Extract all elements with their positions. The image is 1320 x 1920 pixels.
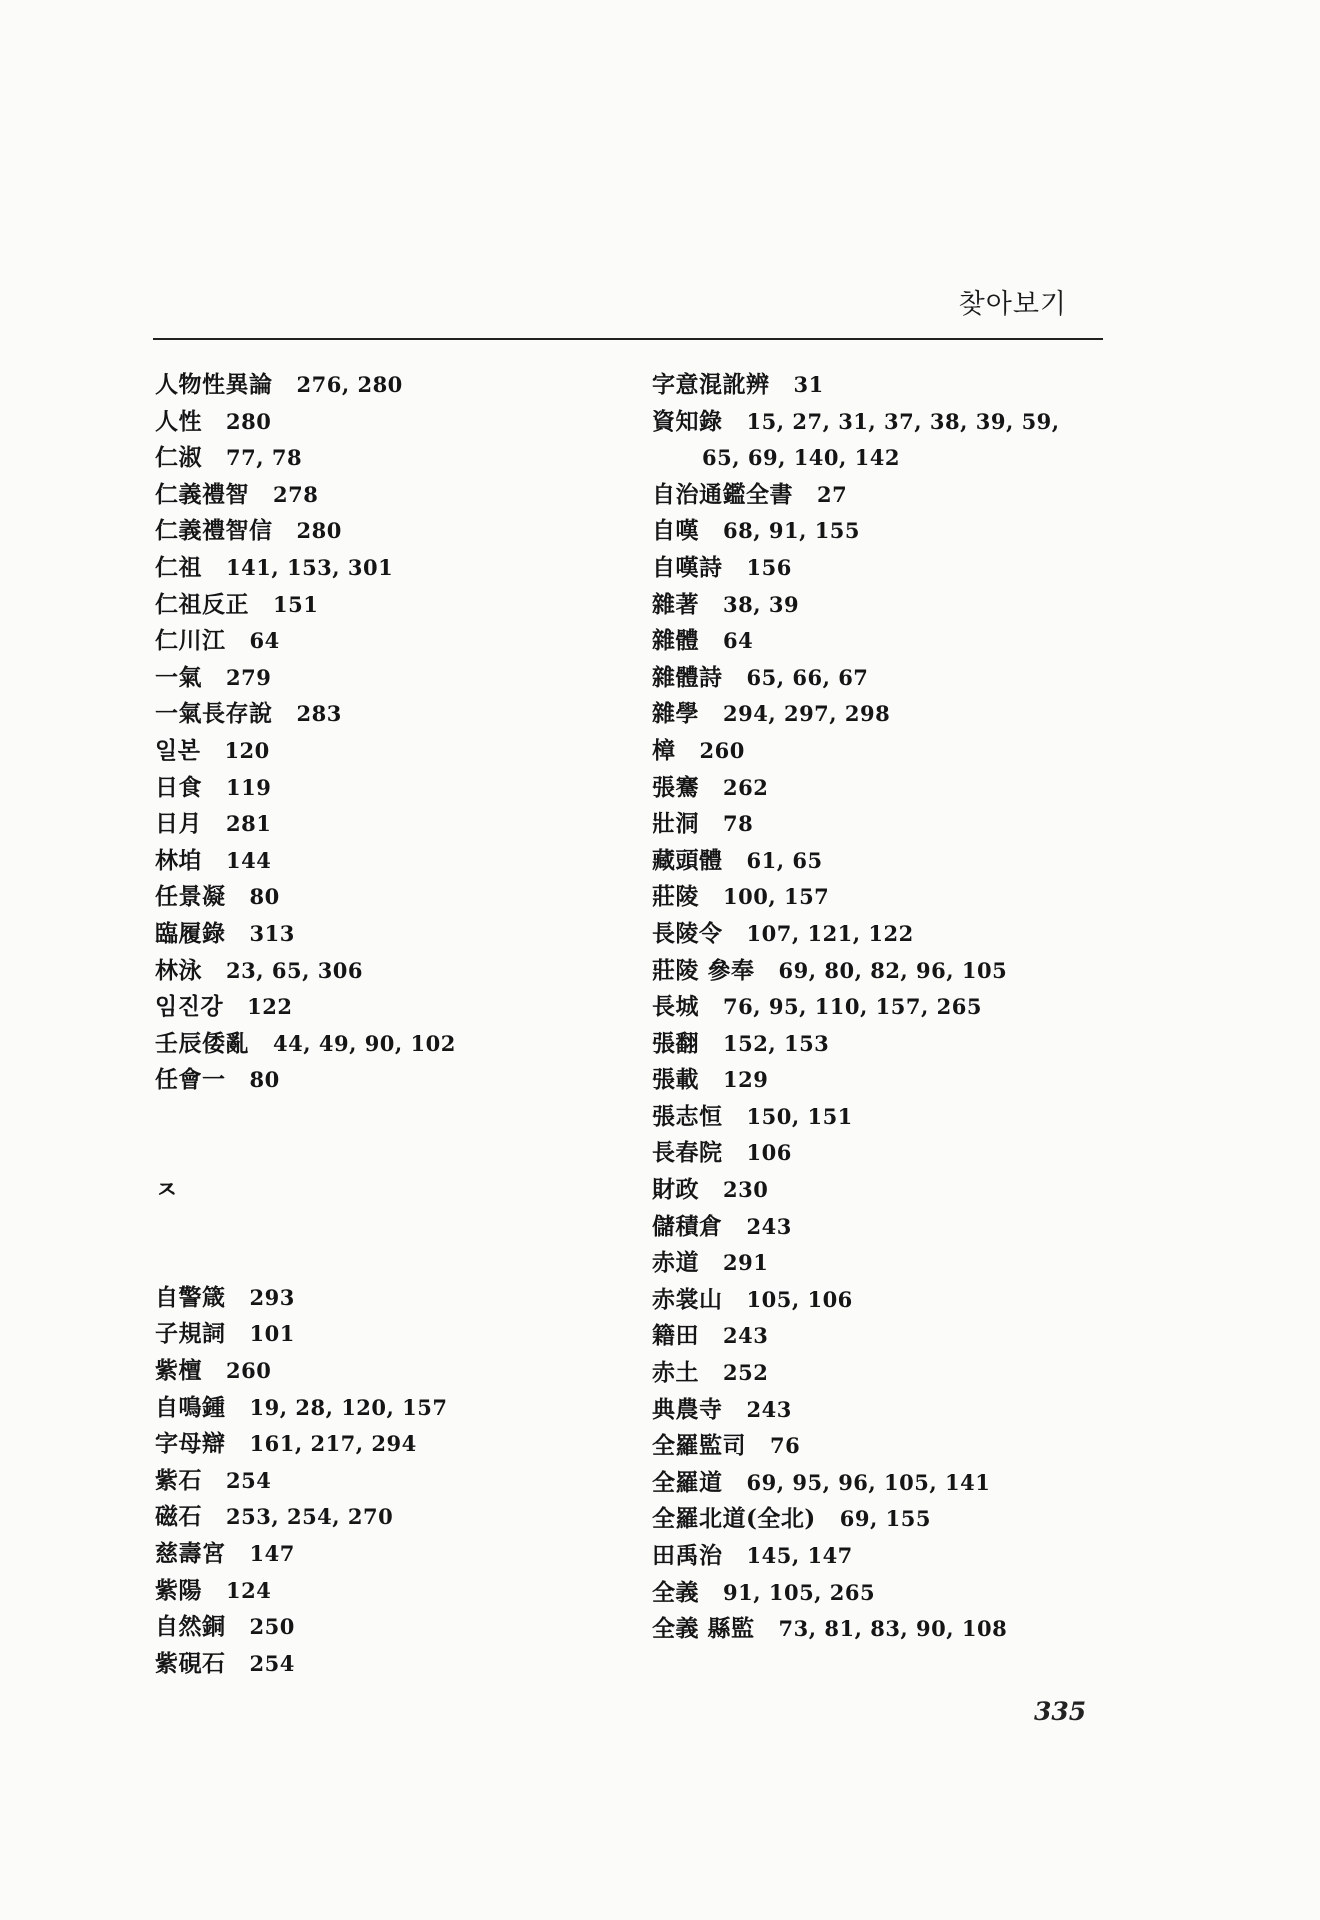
index-term: 赤裳山 bbox=[652, 1285, 723, 1313]
index-entry bbox=[652, 367, 1122, 404]
index-entry bbox=[155, 550, 615, 587]
index-entry bbox=[652, 806, 1122, 843]
index-pages: 152, 153 bbox=[723, 1030, 830, 1056]
index-pages: 254 bbox=[226, 1467, 272, 1493]
index-entry bbox=[652, 513, 1122, 550]
index-pages: 260 bbox=[226, 1358, 272, 1384]
index-pages: 65, 66, 67 bbox=[746, 664, 869, 690]
index-term: 自警箴 bbox=[155, 1283, 226, 1311]
index-term: 張志恒 bbox=[652, 1102, 723, 1130]
index-entry bbox=[155, 1646, 615, 1683]
index-pages: 23, 65, 306 bbox=[226, 957, 364, 983]
index-pages: 65, 69, 140, 142 bbox=[702, 445, 900, 471]
index-pages: 279 bbox=[226, 664, 272, 690]
index-pages: 147 bbox=[249, 1541, 295, 1567]
index-entry bbox=[652, 989, 1122, 1026]
index-pages: 260 bbox=[699, 737, 745, 763]
index-pages: 78 bbox=[723, 811, 754, 837]
index-pages: 68, 91, 155 bbox=[723, 518, 861, 544]
index-entry bbox=[652, 1611, 1122, 1648]
index-pages: 294, 297, 298 bbox=[723, 701, 891, 727]
index-term: 長城 bbox=[652, 993, 699, 1021]
index-term: 全義 bbox=[652, 1578, 699, 1606]
index-term: 全義 縣監 bbox=[652, 1615, 755, 1643]
index-term: 仁義禮智 bbox=[155, 480, 249, 508]
index-entry bbox=[155, 989, 615, 1026]
index-entry bbox=[652, 404, 1122, 441]
index-pages: 107, 121, 122 bbox=[746, 920, 914, 946]
index-term: 一氣 bbox=[155, 663, 202, 691]
index-pages: 144 bbox=[226, 847, 272, 873]
entry-list-top bbox=[155, 367, 615, 1099]
index-pages: 76 bbox=[770, 1433, 801, 1459]
index-entry bbox=[652, 916, 1122, 953]
index-pages: 141, 153, 301 bbox=[226, 554, 394, 580]
index-term: 雜體詩 bbox=[652, 663, 723, 691]
index-pages: 106 bbox=[746, 1140, 792, 1166]
index-term: 仁祖 bbox=[155, 553, 202, 581]
index-entry bbox=[155, 367, 615, 404]
index-pages: 61, 65 bbox=[746, 847, 823, 873]
index-entry bbox=[155, 879, 615, 916]
index-pages: 150, 151 bbox=[746, 1103, 853, 1129]
index-entry bbox=[155, 513, 615, 550]
index-pages: 145, 147 bbox=[746, 1543, 853, 1568]
index-entry bbox=[652, 1026, 1122, 1063]
index-pages: 105, 106 bbox=[746, 1286, 853, 1312]
index-term: 自治通鑑全書 bbox=[652, 480, 793, 508]
index-pages: 101 bbox=[249, 1321, 295, 1347]
index-entry bbox=[155, 843, 615, 880]
index-term: 張翻 bbox=[652, 1029, 699, 1057]
index-entry bbox=[652, 1209, 1122, 1246]
index-pages: 243 bbox=[723, 1323, 769, 1349]
index-term: 財政 bbox=[652, 1176, 699, 1204]
index-term: 典農寺 bbox=[652, 1395, 723, 1423]
index-column-right bbox=[652, 367, 1122, 1648]
page-header-title: 찾아보기 bbox=[958, 289, 1067, 320]
index-term: 藏頭體 bbox=[652, 846, 723, 874]
index-term: 林泳 bbox=[155, 956, 202, 984]
index-pages: 161, 217, 294 bbox=[249, 1431, 417, 1457]
index-entry bbox=[652, 440, 1122, 477]
index-term: 長春院 bbox=[652, 1139, 723, 1167]
index-pages: 280 bbox=[226, 408, 272, 434]
index-entry bbox=[155, 806, 615, 843]
page-number: 335 bbox=[1034, 1697, 1087, 1726]
index-term: 儲積倉 bbox=[652, 1212, 723, 1240]
index-entry bbox=[652, 1501, 1122, 1538]
index-entry bbox=[652, 1465, 1122, 1502]
index-term: 紫檀 bbox=[155, 1357, 202, 1385]
index-pages: 19, 28, 120, 157 bbox=[249, 1394, 448, 1420]
index-entry bbox=[155, 404, 615, 441]
index-term: 全羅北道(全北) bbox=[652, 1505, 816, 1533]
index-pages: 80 bbox=[249, 884, 280, 910]
index-entry bbox=[652, 1135, 1122, 1172]
index-term: 仁義禮智信 bbox=[155, 517, 273, 545]
index-term: 林垍 bbox=[155, 846, 202, 874]
index-pages: 44, 49, 90, 102 bbox=[273, 1030, 456, 1056]
index-pages: 38, 39 bbox=[723, 591, 800, 617]
index-pages: 280 bbox=[296, 518, 342, 544]
index-term: 長陵令 bbox=[652, 919, 723, 947]
index-entry bbox=[652, 1099, 1122, 1136]
index-term: 雜體 bbox=[652, 627, 699, 655]
index-pages: 151 bbox=[273, 591, 319, 617]
index-pages: 124 bbox=[226, 1577, 272, 1603]
index-pages: 27 bbox=[817, 481, 848, 507]
index-term: 임진강 bbox=[155, 993, 224, 1021]
index-entry bbox=[652, 770, 1122, 807]
index-term: 自鳴鍾 bbox=[155, 1393, 226, 1421]
index-entry bbox=[155, 733, 615, 770]
index-term: 莊陵 參奉 bbox=[652, 956, 755, 984]
index-pages: 262 bbox=[723, 774, 769, 800]
index-term: 慈壽宮 bbox=[155, 1540, 226, 1568]
index-pages: 283 bbox=[296, 701, 342, 727]
index-entry bbox=[652, 1245, 1122, 1282]
index-entry bbox=[652, 1538, 1122, 1575]
entry-list-bottom bbox=[155, 1280, 615, 1683]
entry-list-right bbox=[652, 367, 1122, 1648]
index-pages: 254 bbox=[249, 1650, 295, 1676]
index-entry bbox=[155, 1536, 615, 1573]
index-entry bbox=[652, 587, 1122, 624]
index-term: 赤土 bbox=[652, 1359, 699, 1387]
index-pages: 69, 155 bbox=[839, 1506, 931, 1532]
index-term: 臨履錄 bbox=[155, 919, 226, 947]
index-term: 赤道 bbox=[652, 1249, 699, 1277]
index-pages: 281 bbox=[226, 811, 272, 837]
index-term: 仁淑 bbox=[155, 444, 202, 472]
index-term: 日月 bbox=[155, 810, 202, 838]
index-pages: 77, 78 bbox=[226, 445, 303, 471]
index-term: 字意混訛辨 bbox=[652, 371, 770, 398]
index-pages: 80 bbox=[249, 1067, 280, 1093]
index-term: 仁川江 bbox=[155, 627, 226, 655]
index-pages: 291 bbox=[723, 1250, 769, 1276]
section-heading: ㅈ bbox=[155, 1175, 179, 1204]
index-pages: 91, 105, 265 bbox=[723, 1579, 876, 1605]
index-pages: 64 bbox=[723, 628, 754, 654]
index-pages: 64 bbox=[249, 628, 280, 654]
index-term: 人物性異論 bbox=[155, 371, 273, 398]
index-entry bbox=[652, 1318, 1122, 1355]
index-entry bbox=[155, 1026, 615, 1063]
index-entry bbox=[652, 879, 1122, 916]
index-pages: 278 bbox=[273, 481, 319, 507]
index-pages: 230 bbox=[723, 1177, 769, 1203]
index-term: 仁祖反正 bbox=[155, 590, 249, 618]
index-entry bbox=[652, 1428, 1122, 1465]
index-term: 張騫 bbox=[652, 773, 699, 801]
header-rule bbox=[153, 338, 1103, 340]
index-entry bbox=[652, 623, 1122, 660]
index-term: 雜學 bbox=[652, 700, 699, 728]
index-term: 樟 bbox=[652, 736, 676, 764]
index-pages: 100, 157 bbox=[723, 884, 830, 910]
index-entry bbox=[652, 550, 1122, 587]
index-entry bbox=[155, 440, 615, 477]
index-entry bbox=[652, 1062, 1122, 1099]
index-term: 日食 bbox=[155, 773, 202, 801]
index-term: 自嘆 bbox=[652, 517, 699, 545]
index-entry bbox=[155, 1390, 615, 1427]
index-term: 任會一 bbox=[155, 1066, 226, 1094]
index-term: 磁石 bbox=[155, 1503, 202, 1531]
index-entry bbox=[652, 733, 1122, 770]
index-entry bbox=[155, 953, 615, 990]
index-term: 人性 bbox=[155, 407, 202, 435]
index-entry bbox=[155, 1280, 615, 1317]
index-entry bbox=[155, 770, 615, 807]
index-pages: 250 bbox=[249, 1614, 295, 1640]
index-entry bbox=[155, 1573, 615, 1610]
index-term: 田禹治 bbox=[652, 1542, 723, 1569]
index-entry bbox=[155, 1609, 615, 1646]
index-pages: 252 bbox=[723, 1360, 769, 1386]
index-entry bbox=[652, 660, 1122, 697]
index-entry bbox=[155, 623, 615, 660]
index-term: 紫硯石 bbox=[155, 1649, 226, 1677]
index-term: 資知錄 bbox=[652, 407, 723, 435]
index-pages: 69, 80, 82, 96, 105 bbox=[778, 957, 1008, 983]
index-entry bbox=[155, 1463, 615, 1500]
index-term: 字母辯 bbox=[155, 1430, 226, 1458]
index-entry bbox=[652, 696, 1122, 733]
index-pages: 120 bbox=[224, 737, 270, 763]
index-term: 壬辰倭亂 bbox=[155, 1029, 249, 1057]
index-pages: 293 bbox=[249, 1284, 295, 1310]
index-entry bbox=[652, 1392, 1122, 1429]
index-entry bbox=[155, 1426, 615, 1463]
index-term: 壯洞 bbox=[652, 810, 699, 838]
index-pages: 129 bbox=[723, 1067, 769, 1093]
index-pages: 276, 280 bbox=[296, 372, 403, 397]
index-pages: 156 bbox=[746, 554, 792, 580]
index-pages: 119 bbox=[226, 774, 272, 800]
index-term: 自然銅 bbox=[155, 1613, 226, 1641]
index-column-left bbox=[155, 367, 615, 1682]
index-pages: 243 bbox=[746, 1213, 792, 1239]
index-entry bbox=[652, 1282, 1122, 1319]
spacer bbox=[155, 1099, 615, 1172]
index-entry bbox=[652, 477, 1122, 514]
index-term: 紫陽 bbox=[155, 1576, 202, 1604]
index-entry bbox=[155, 696, 615, 733]
index-term: 張載 bbox=[652, 1066, 699, 1094]
index-term: 任景凝 bbox=[155, 883, 226, 911]
index-entry bbox=[652, 1355, 1122, 1392]
index-pages: 31 bbox=[793, 372, 824, 397]
index-term: 雜著 bbox=[652, 590, 699, 618]
index-entry bbox=[652, 843, 1122, 880]
index-entry bbox=[155, 1353, 615, 1390]
index-entry bbox=[652, 1172, 1122, 1209]
index-entry bbox=[652, 953, 1122, 990]
index-entry bbox=[155, 477, 615, 514]
index-pages: 69, 95, 96, 105, 141 bbox=[746, 1469, 991, 1495]
index-term: 自嘆詩 bbox=[652, 553, 723, 581]
index-entry bbox=[155, 1316, 615, 1353]
index-term: 籍田 bbox=[652, 1322, 699, 1350]
index-pages: 243 bbox=[746, 1396, 792, 1422]
index-pages: 122 bbox=[247, 994, 293, 1020]
index-pages: 313 bbox=[249, 920, 295, 946]
index-pages: 15, 27, 31, 37, 38, 39, 59, bbox=[746, 408, 1060, 434]
index-entry bbox=[155, 1499, 615, 1536]
index-entry bbox=[155, 587, 615, 624]
index-term: 子規詞 bbox=[155, 1320, 226, 1348]
index-entry bbox=[155, 1062, 615, 1099]
index-term: 紫石 bbox=[155, 1466, 202, 1494]
index-pages: 76, 95, 110, 157, 265 bbox=[723, 994, 982, 1020]
index-term: 莊陵 bbox=[652, 883, 699, 911]
index-term: 全羅道 bbox=[652, 1468, 723, 1496]
index-pages: 73, 81, 83, 90, 108 bbox=[778, 1616, 1008, 1642]
index-entry bbox=[155, 916, 615, 953]
index-entry bbox=[155, 660, 615, 697]
index-entry bbox=[652, 1575, 1122, 1612]
index-pages: 253, 254, 270 bbox=[226, 1504, 394, 1530]
index-term: 일본 bbox=[155, 736, 201, 764]
index-term: 全羅監司 bbox=[652, 1432, 746, 1460]
index-term: 一氣長存說 bbox=[155, 700, 273, 728]
